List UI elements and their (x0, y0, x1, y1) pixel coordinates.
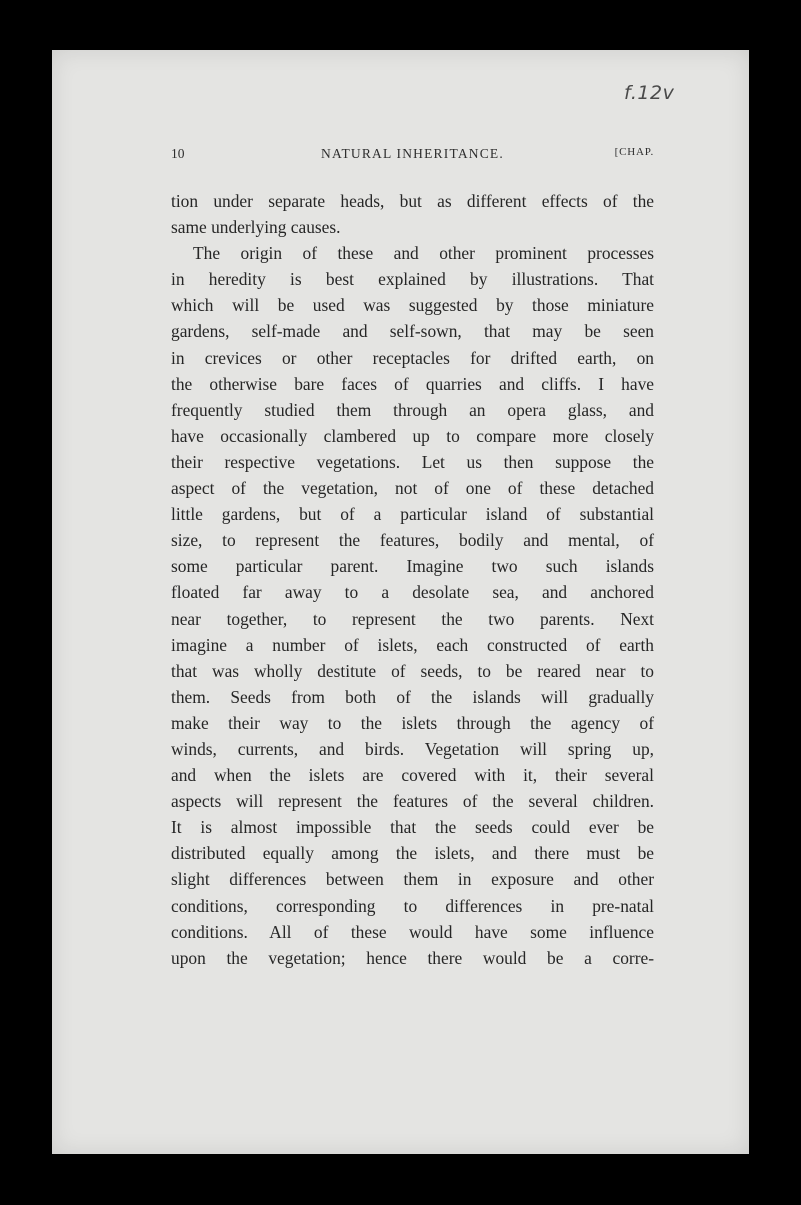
text-line: The origin of these and other prominent processes (193, 243, 654, 264)
text-line: them. Seeds from both of the islands will gradually (171, 686, 654, 707)
text-line: frequently studied them through an opera glass, and (171, 399, 654, 420)
text-line: tion under separate heads, but as different effects of the (171, 191, 654, 211)
text-line: size, to represent the features, bodily and mental, of (171, 530, 654, 551)
text-line: little gardens, but of a particular island of substantial (171, 504, 654, 525)
text-line: that was wholly destitute of seeds, to be reared near to (171, 660, 654, 681)
body-text (171, 188, 654, 971)
text-line: make their way to the islets through the agency of (171, 712, 654, 733)
text-line: distributed equally among the islets, and there must be (171, 843, 654, 864)
text-line: the otherwise bare faces of quarries and cliffs. I have (171, 373, 654, 394)
text-line: aspect of the vegetation, not of one of these detached (171, 478, 654, 499)
text-line: imagine a number of islets, each constructed of earth (171, 634, 654, 655)
text-line: in heredity is best explained by illustrations. That (171, 269, 654, 290)
running-head (171, 146, 654, 168)
running-title: NATURAL INHERITANCE. (321, 146, 504, 161)
text-line: in crevices or other receptacles for drifted earth, on (171, 347, 654, 368)
text-line: have occasionally clambered up to compare more closely (171, 425, 654, 446)
text-line: gardens, self-made and self-sown, that may be seen (171, 321, 654, 342)
chapter-marker: [CHAP. (614, 146, 654, 158)
text-line: conditions. All of these would have some influence (171, 921, 654, 942)
text-line: conditions, corresponding to differences in pre-natal (171, 895, 654, 916)
text-line: some particular parent. Imagine two such islands (171, 556, 654, 577)
folio-annotation: f.12v (624, 82, 675, 104)
text-line: aspects will represent the features of the several children. (171, 791, 654, 812)
text-line: It is almost impossible that the seeds could ever be (171, 817, 654, 838)
text-line: which will be used was suggested by those miniature (171, 295, 654, 316)
text-line: same underlying causes. (171, 217, 341, 238)
text-line: upon the vegetation; hence there would be a corre- (171, 947, 654, 968)
text-line: their respective vegetations. Let us then suppose the (171, 451, 654, 472)
text-line: floated far away to a desolate sea, and anchored (171, 582, 654, 603)
page-number: 10 (171, 146, 185, 161)
text-line: near together, to represent the two parents. Next (171, 608, 654, 629)
text-line: winds, currents, and birds. Vegetation will spring up, (171, 738, 654, 759)
text-line: slight differences between them in exposure and other (171, 869, 654, 890)
text-line: and when the islets are covered with it, their several (171, 765, 654, 786)
